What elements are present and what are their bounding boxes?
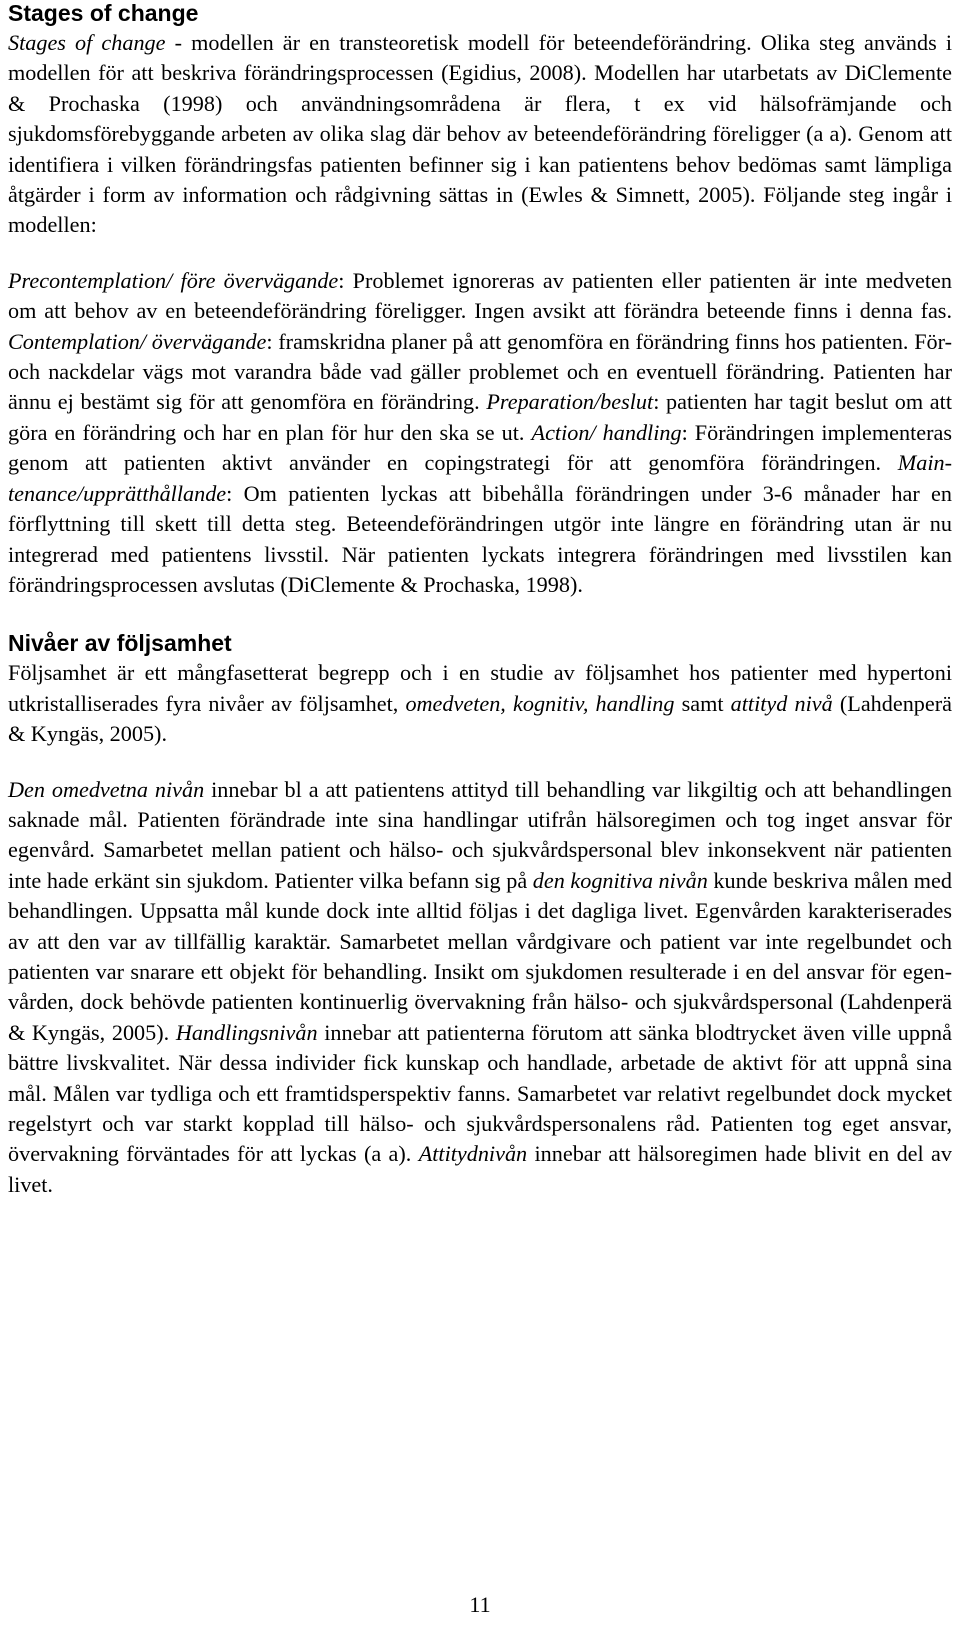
text-run: innebar att patienterna förutom att sänka blodtrycket även ville uppnå bättre livskvalitet. När dessa individer fick kunskap och handlade, arbetade de aktivt för att uppnå sina mål. Målen var tydliga och ett framtidsperspektiv fanns. Samarbetet var relativt regelbundet dock mycket regelstyrt och var starkt kopplad till hälso- och sjukvårdspersonalens råd. Patienten tog eget ansvar, övervakning förväntades för att lyckas (a a). [8,1019,952,1167]
italic-run: attityd nivå [730,690,833,716]
italic-run: Maintenance/upprätthållande [8,450,952,506]
italic-run: Action/ handling [531,419,682,445]
italic-run: Handlingsnivån [175,1019,318,1045]
italic-run: Stages of change [8,30,166,55]
italic-run: Den omedvetna nivån [8,776,205,802]
text-run: innebar att hälsoregimen hade blivit en del av livet. [8,1141,952,1197]
section-heading-adherence-levels: Nivåer av följsamhet [8,630,232,657]
text-run: innebar bl a att patientens attityd till behandling var likgiltig och att behandlingen saknade mål. Patienten förändrade inte sina handlingar utifrån hälsoregimen och tog inget ansvar för egenvård. Samarbetet mellan patient och hälso- och sjukvårdspersonal blev inkonsekvent när patienten inte hade erkänt sin sjukdom. Patienter vilka befann sig på [8,776,952,893]
text-run: : Förändringen implementeras genom att patienten aktivt använder en copingstrategi för att genomföra förändringen. [8,419,952,476]
text-run: : patienten har tagit beslut om att göra en förändring och har en plan för hur den ska se ut. [8,389,952,445]
text-run: samt [674,690,731,716]
italic-run: den kognitiva nivån [532,867,708,893]
italic-run: Precontemplation/ före övervägande [8,267,339,293]
text-run: Följsamhet är ett mångfasetterat begrepp och i en studie av följsamhet hos patienter med hypertoni utkristalliserades fyra nivåer av följsamhet, [8,660,952,716]
paragraph-adherence-levels [8,775,952,1201]
paragraph-adherence-intro [8,658,952,749]
text-run: : Om patienten lyckas att bibehålla förändringen under 3-6 månader har en förflyttning till skett till detta steg. Beteendeförändringen utgör inte längre en förändring utan är nu integrerad med patientens livsstil. När patienten lyckats integrera förändringen med livsstilen kan förändringsprocessen avslutas (DiClemente & Prochaska, 1998). [8,480,952,597]
italic-run: Attitydnivån [418,1141,528,1167]
italic-run: Contemplation/ övervägande [8,328,267,354]
section-heading-stages-of-change: Stages of change [8,0,199,26]
text-run: kunde beskriva målen med behandlingen. Uppsatta mål kunde dock inte alltid följas i det dagliga livet. Egenvården karakteriserades av att den var av tillfällig karaktär. Samarbetet mellan vårdgivare och patient var inte regelbundet och patienten var snarare ett objekt för behandling. Insikt om sjukdomen resulterade i en del ansvar för egenvården, dock behövde patienten kontinuerlig övervakning från hälso- och sjukvårdspersonal (Lahdenperä & Kyngäs, 2005). [8,867,952,1045]
text-run: (Lahdenperä & Kyngäs, 2005). [8,690,952,747]
italic-run: omedveten, kognitiv, handling [405,690,675,716]
italic-run: Preparation/beslut [486,389,654,415]
text-run: : framskridna planer på att genomföra en förändring finns hos patienten. För- och nackdelar vägs mot varandra både vad gäller problemet och en eventuell förändring. Patienten har ännu ej bestämt sig för att genomföra en förändring. [8,328,952,415]
page-number: 11 [469,1592,491,1617]
paragraph-stages-steps [8,266,952,600]
text-run: : Problemet ignoreras av patienten eller patienten är inte medveten om att behov av en beteendeförändring föreligger. Ingen avsikt att förändra beteende finns i denna fas. [8,267,952,324]
paragraph-stages-intro [8,28,952,241]
text-run: - modellen är en transteoretisk modell för beteendeförändring. Olika steg används i modellen för att beskriva förändringsprocessen (Egidius, 2008). Modellen har utarbetats av DiClemente & Prochaska (1998) och användningsområdena är flera, t ex vid hälsofrämjande och sjukdomsförebyggande arbeten av olika slag där behov av beteendeförändring föreligger (a a). Genom att identifiera i vilken förändringsfas patienten befinner sig i kan patientens behov bedömas samt lämpliga åtgärder i form av information och rådgivning sättas in (Ewles & Simnett, 2005). Följande steg ingår i modellen: [8,30,952,238]
